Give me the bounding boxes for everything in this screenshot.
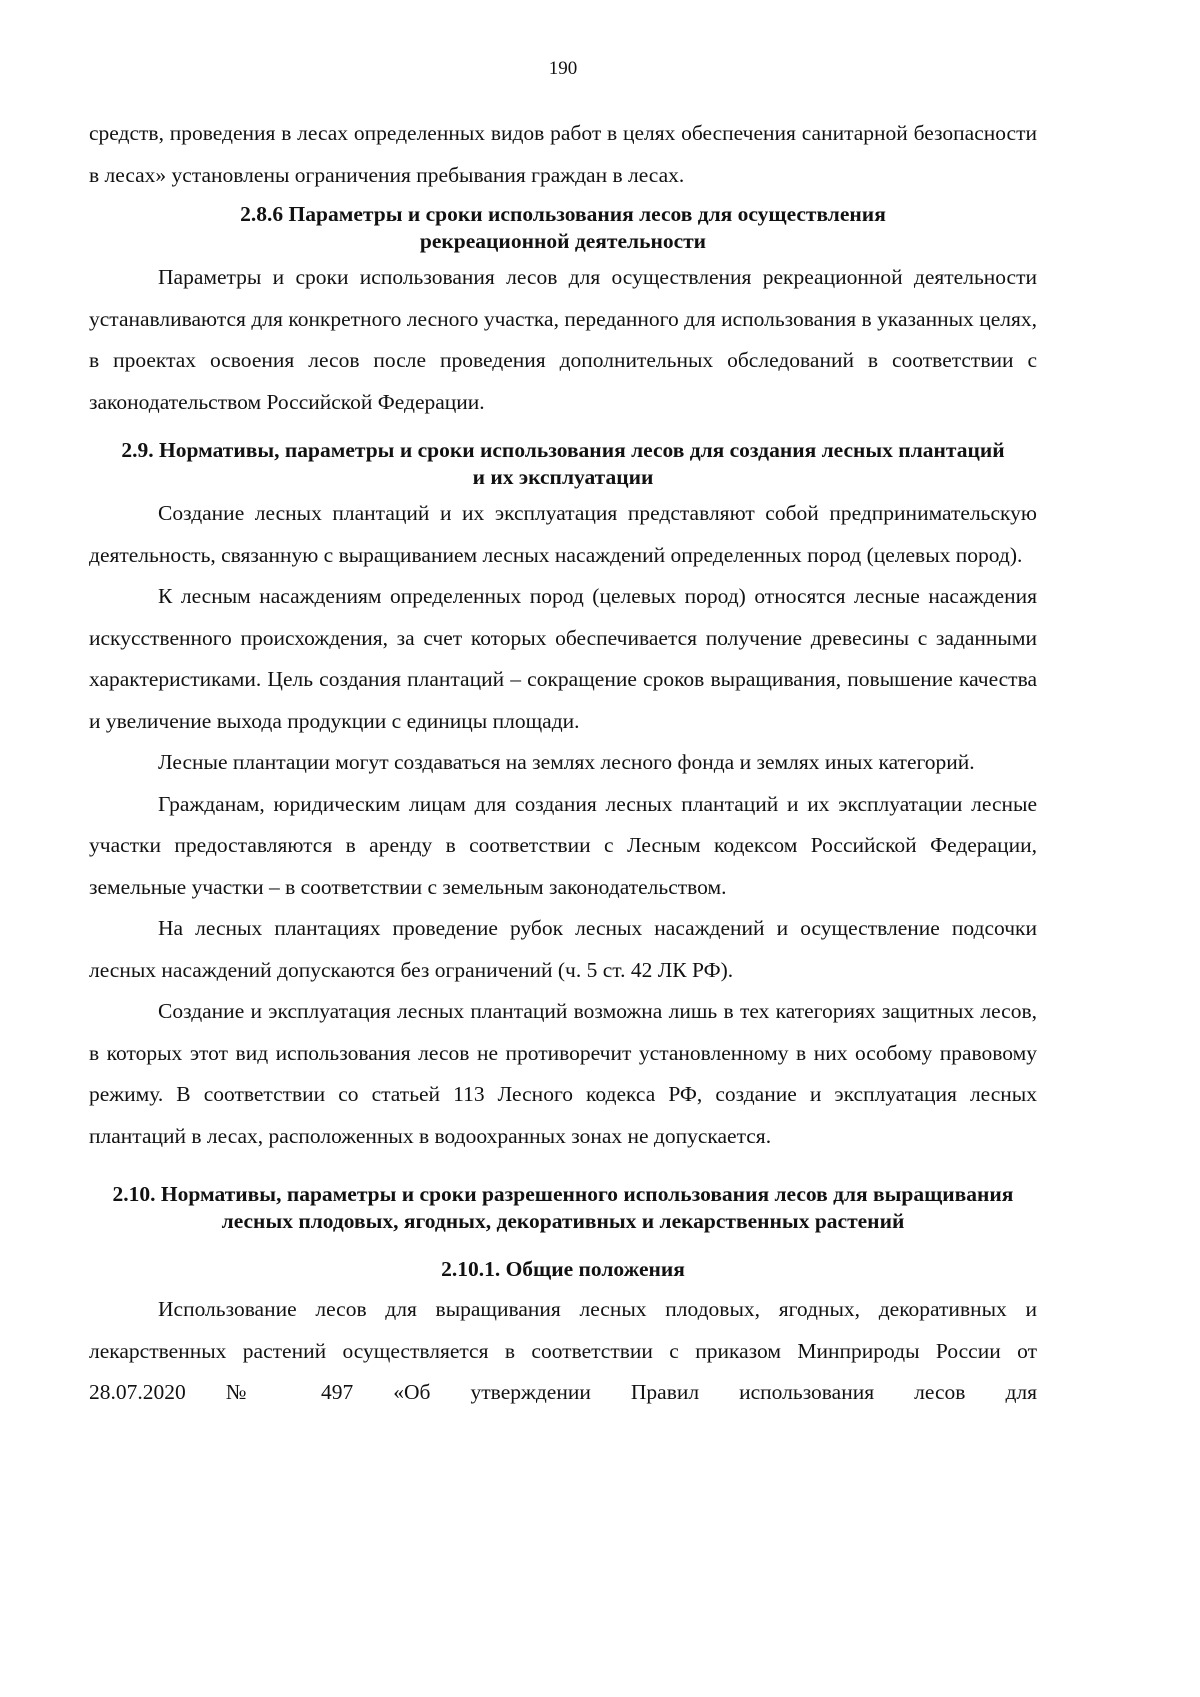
paragraph: Параметры и сроки использования лесов для осуществления рекреационной деятельности устанавливаются для конкретного лесного участка, переданного для использования в указанных целях, в проектах освоения лесов после проведения дополнительных обследований в соответствии с законодательством Российской Федерации. [89, 265, 1037, 414]
paragraph-continuation: средств, проведения в лесах определенных видов работ в целях обеспечения санитарной безопасности в лесах» установлены ограничения пребывания граждан в лесах. [89, 121, 1037, 187]
page-content [89, 113, 1037, 1414]
page-number: 190 [548, 58, 578, 79]
section-heading-2-9: 2.9. Нормативы, параметры и сроки использования лесов для создания лесных плантаций и их эксплуатации [121, 438, 1005, 489]
subsection-heading-2-10-1: 2.10.1. Общие положения [441, 1257, 685, 1281]
paragraph: Лесные плантации могут создаваться на землях лесного фонда и землях иных категорий. [158, 750, 975, 774]
paragraph: Использование лесов для выращивания лесных плодовых, ягодных, декоративных и лекарственных растений осуществляется в соответствии с приказом Минприроды России от 28.07.2020 № 497 «Об утверждении Правил использования лесов для [89, 1297, 1037, 1404]
section-heading-2-8-6: 2.8.6 Параметры и сроки использования лесов для осуществления рекреационной деятельности [240, 202, 886, 253]
paragraph: К лесным насаждениям определенных пород (целевых пород) относятся лесные насаждения искусственного происхождения, за счет которых обеспечивается получение древесины с заданными характеристиками. Цель создания плантаций – сокращение сроков выращивания, повышение качества и увеличение выхода продукции с единицы площади. [89, 584, 1037, 733]
paragraph: Гражданам, юридическим лицам для создания лесных плантаций и их эксплуатации лесные участки предоставляются в аренду в соответствии с Лесным кодексом Российской Федерации, земельные участки – в соответствии с земельным законодательством. [89, 791, 1037, 899]
paragraph: Создание и эксплуатация лесных плантаций возможна лишь в тех категориях защитных лесов, в которых этот вид использования лесов не противоречит установленному в них особому правовому режиму. В соответствии со статьей 113 Лесного кодекса РФ, создание и эксплуатация лесных плантаций в лесах, расположенных в водоохранных зонах не допускается. [89, 999, 1037, 1148]
section-heading-2-10: 2.10. Нормативы, параметры и сроки разрешенного использования лесов для выращивания лесных плодовых, ягодных, декоративных и лекарственных растений [112, 1182, 1014, 1233]
paragraph: На лесных плантациях проведение рубок лесных насаждений и осуществление подсочки лесных насаждений допускаются без ограничений (ч. 5 ст. 42 ЛК РФ). [89, 916, 1037, 982]
paragraph: Создание лесных плантаций и их эксплуатация представляют собой предпринимательскую деятельность, связанную с выращиванием лесных насаждений определенных пород (целевых пород). [89, 501, 1037, 567]
